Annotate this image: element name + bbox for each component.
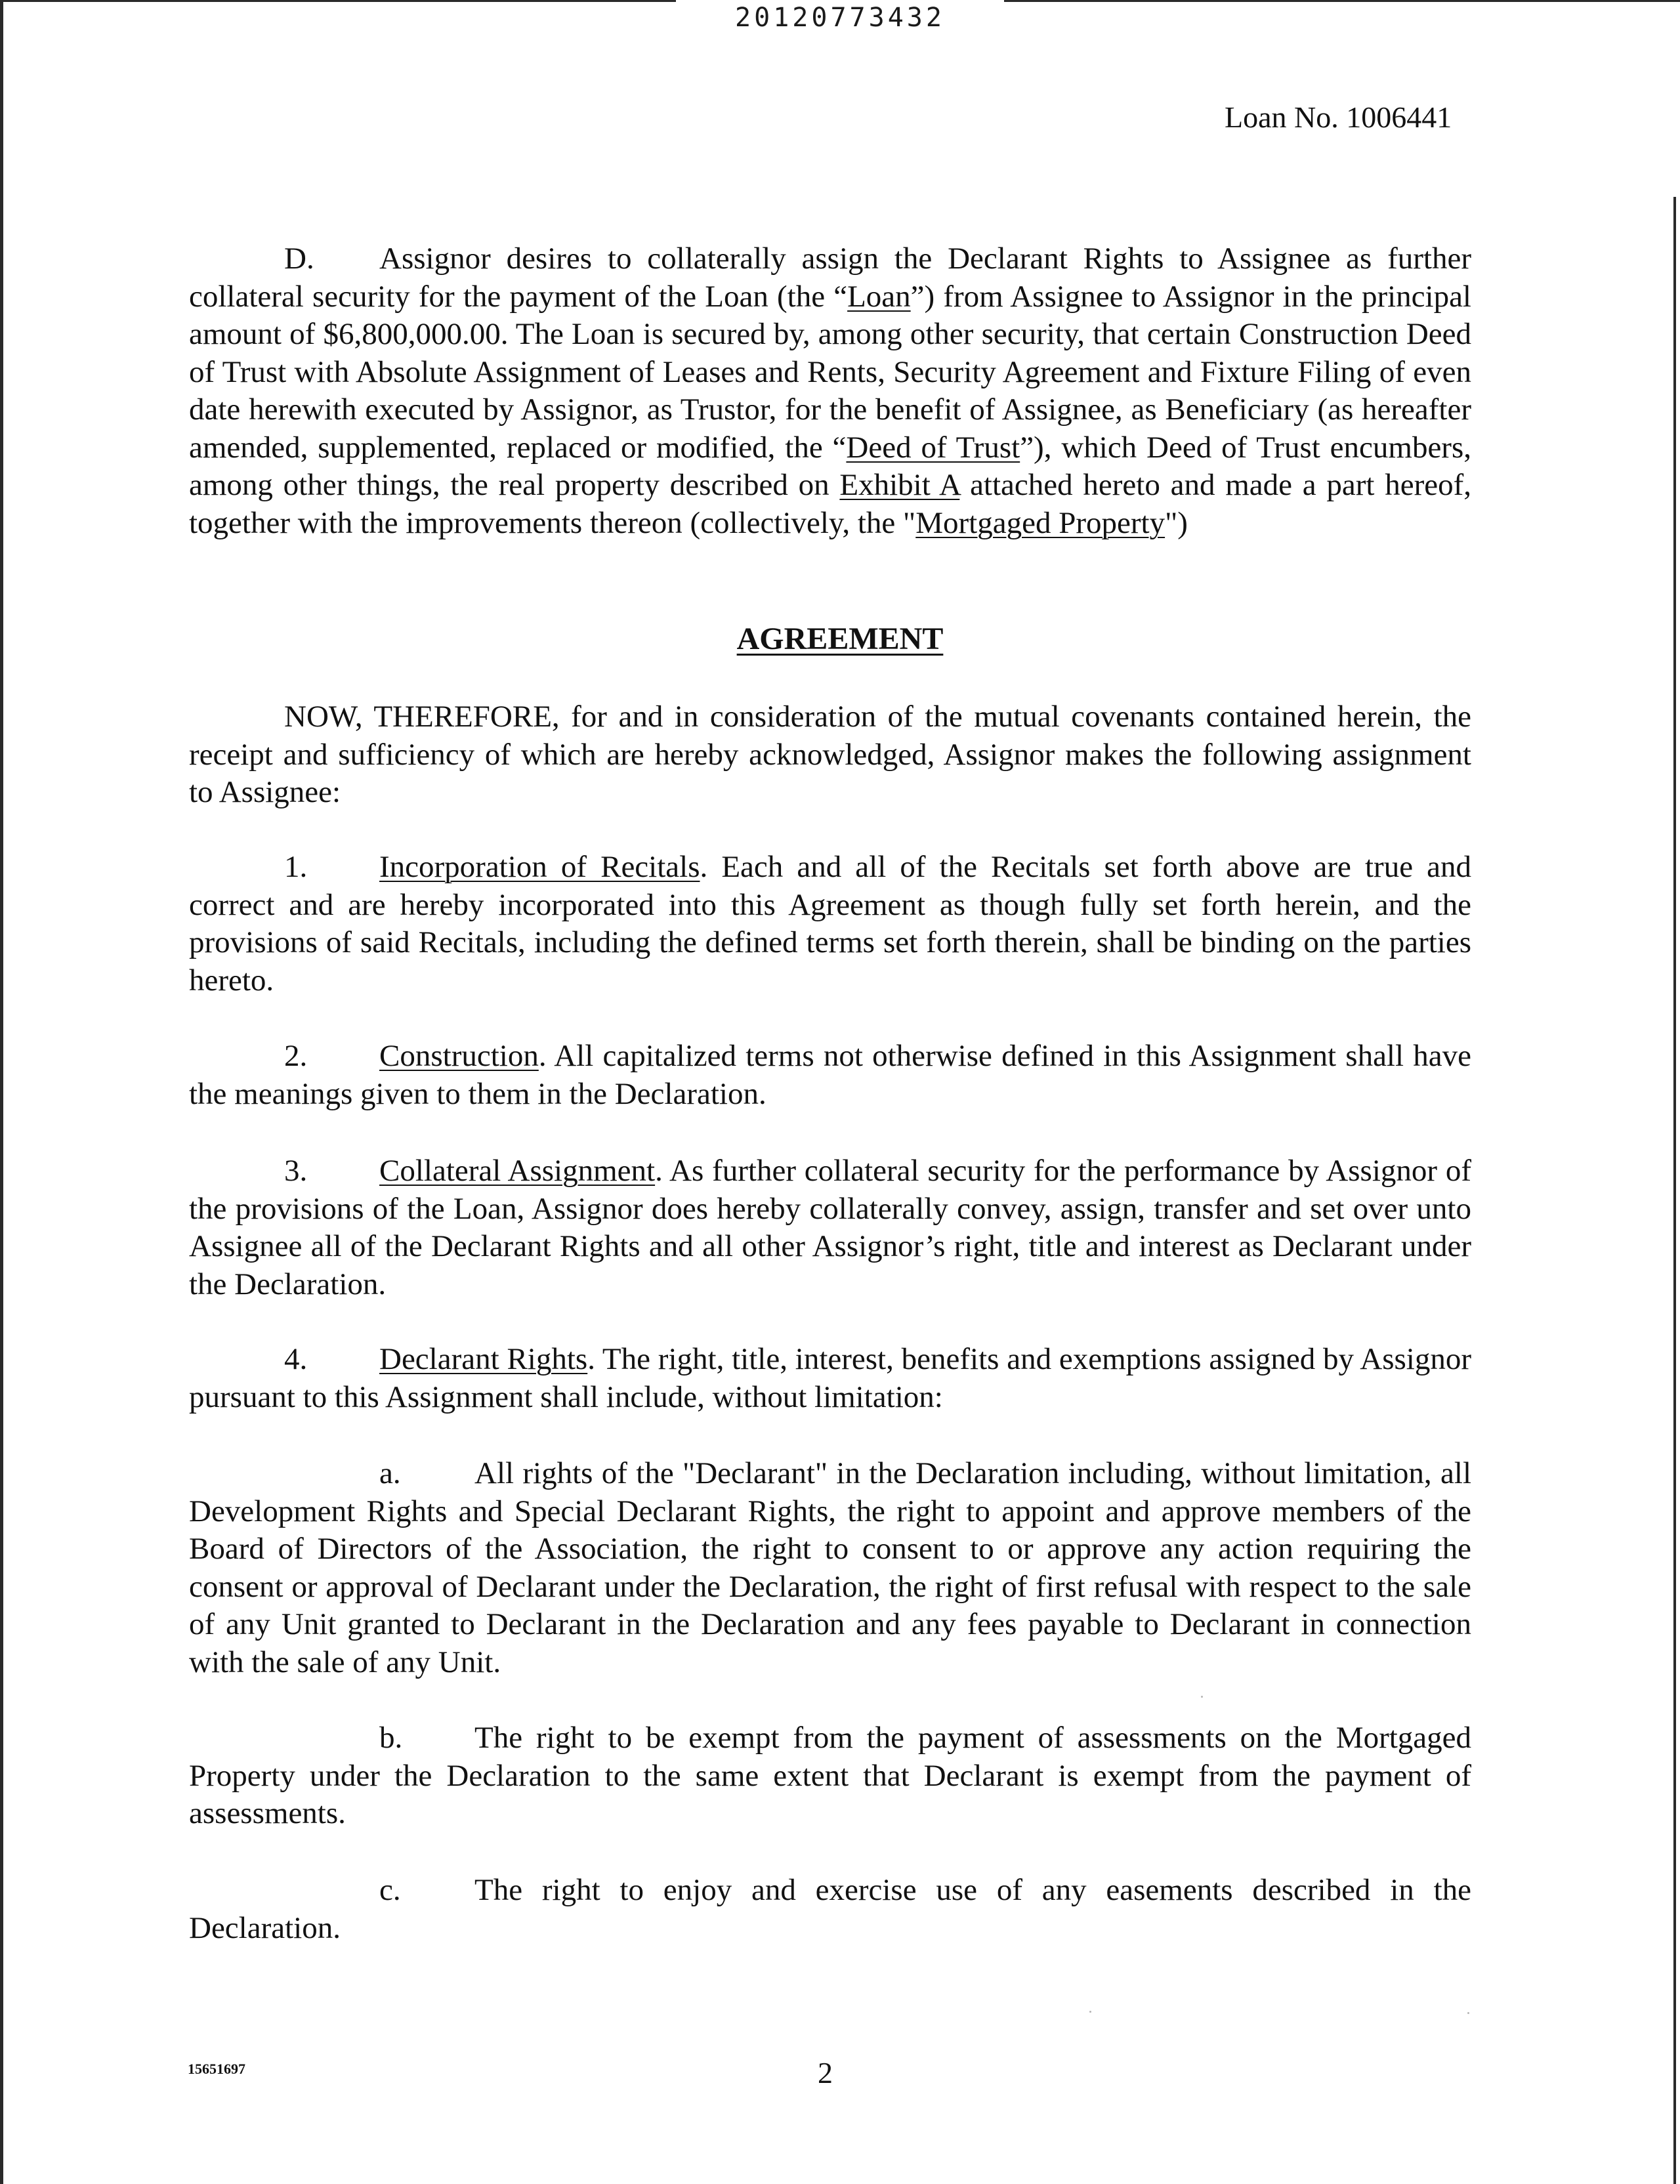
subsection-b-text: The right to be exempt from the payment of assessments on the Mortgaged Property under the Declaration to the same extent that Declarant is exempt from the payment of assessments. xyxy=(189,1721,1471,1830)
scan-speck xyxy=(1467,2012,1469,2014)
subsection-a-letter: a. xyxy=(379,1456,401,1490)
scan-edge-left xyxy=(0,0,3,2184)
scan-edge-right xyxy=(1673,197,1676,2184)
recital-d-text-1: Assignor desires to collaterally assign the Declarant Rights to Assignee as further collateral security for the payment of the Loan (the “ xyxy=(189,242,1471,314)
scan-speck xyxy=(1201,1696,1203,1698)
footer-document-id: 15651697 xyxy=(188,2061,245,2077)
recital-d-text-5: ") xyxy=(1165,505,1188,540)
scan-speck xyxy=(1089,2011,1091,2013)
subsection-c-paragraph xyxy=(189,1872,1471,1947)
mortgaged-property-defined-term: Mortgaged Property xyxy=(915,505,1166,540)
subsection-c-text: The right to enjoy and exercise use of any easements described in the Declaration. xyxy=(189,1873,1471,1945)
recital-d-text-2: ”) from Assignee to Assignor in the principal amount of $6,800,000.00. The Loan is secured by, among other security, that certain Construction Deed of Trust with Absolute Assignment of Leases and Rents, Security Agreement and Fixture Filing of even date herewith executed by Assignor, as Trustor, for the benefit of Assignee, as Beneficiary (as hereafter amended, supplemented, replaced or modified, the “ xyxy=(189,279,1471,465)
section-1-text: . Each and all of the Recitals set forth above are true and correct and are hereby incorporated into this Agreement as though fully set forth herein, and the provisions of said Recitals, including the defined terms set forth therein, shall be binding on the parties hereto. xyxy=(189,850,1471,998)
section-1-title: Incorporation of Recitals xyxy=(379,850,700,884)
agreement-heading: AGREEMENT xyxy=(736,621,944,656)
recital-d-letter: D. xyxy=(284,242,314,276)
subsection-c-letter: c. xyxy=(379,1873,401,1907)
section-4-text: . The right, title, interest, benefits and exemptions assigned by Assignor pursuant to this Assignment shall include, without limitation: xyxy=(189,1342,1471,1414)
loan-defined-term: Loan xyxy=(847,279,911,314)
section-1-number: 1. xyxy=(284,850,308,884)
subsection-b-letter: b. xyxy=(379,1721,403,1755)
top-rule-right xyxy=(1004,0,1680,2)
section-2-number: 2. xyxy=(284,1039,308,1073)
subsection-a-text: All rights of the "Declarant" in the Declaration including, without limitation, all Development Rights and Special Declarant Rights, the right to appoint and approve members of the Board of Directors of the Association, the right to consent to or approve any action requiring the consent or approval of Declarant under the Declaration, the right of first refusal with respect to the sale of any Unit granted to Declarant in the Declaration and any fees payable to Declarant in connection with the sale of any Unit. xyxy=(189,1456,1471,1679)
recording-number: 20120773432 xyxy=(735,3,945,33)
subsection-b-paragraph xyxy=(189,1719,1471,1833)
section-3-number: 3. xyxy=(284,1154,308,1188)
section-3-paragraph xyxy=(189,1152,1471,1303)
exhibit-a-reference: Exhibit A xyxy=(839,468,960,502)
recital-d-text-4: attached hereto and made a part hereof, together with the improvements thereon (collectively, the " xyxy=(189,468,1471,540)
loan-number: Loan No. 1006441 xyxy=(1225,100,1452,134)
section-4-paragraph xyxy=(189,1341,1471,1416)
section-3-title: Collateral Assignment xyxy=(379,1154,656,1188)
top-rule-left xyxy=(0,0,676,2)
subsection-a-paragraph xyxy=(189,1455,1471,1681)
section-2-text: . All capitalized terms not otherwise defined in this Assignment shall have the meanings given to them in the Declaration. xyxy=(189,1039,1471,1111)
agreement-intro-paragraph: NOW, THEREFORE, for and in consideration of the mutual covenants contained herein, the receipt and sufficiency of which are hereby acknowledged, Assignor makes the following assignment to Assignee: xyxy=(189,700,1471,809)
recital-d-paragraph xyxy=(189,240,1471,542)
section-2-title: Construction xyxy=(379,1039,539,1073)
page-number: 2 xyxy=(818,2056,833,2090)
section-2-paragraph xyxy=(189,1038,1471,1113)
deed-of-trust-defined-term: Deed of Trust xyxy=(846,430,1020,465)
section-4-title: Declarant Rights xyxy=(379,1342,588,1376)
section-4-number: 4. xyxy=(284,1342,308,1376)
section-1-paragraph xyxy=(189,849,1471,999)
section-3-text: . As further collateral security for the performance by Assignor of the provisions of the Loan, Assignor does hereby collaterally convey, assign, transfer and set over unto Assignee all of the Declarant Rights and all other Assignor’s right, title and interest as Declarant under the Declaration. xyxy=(189,1154,1471,1301)
recital-d-text-3: ”), which Deed of Trust encumbers, among other things, the real property described on xyxy=(189,430,1471,502)
